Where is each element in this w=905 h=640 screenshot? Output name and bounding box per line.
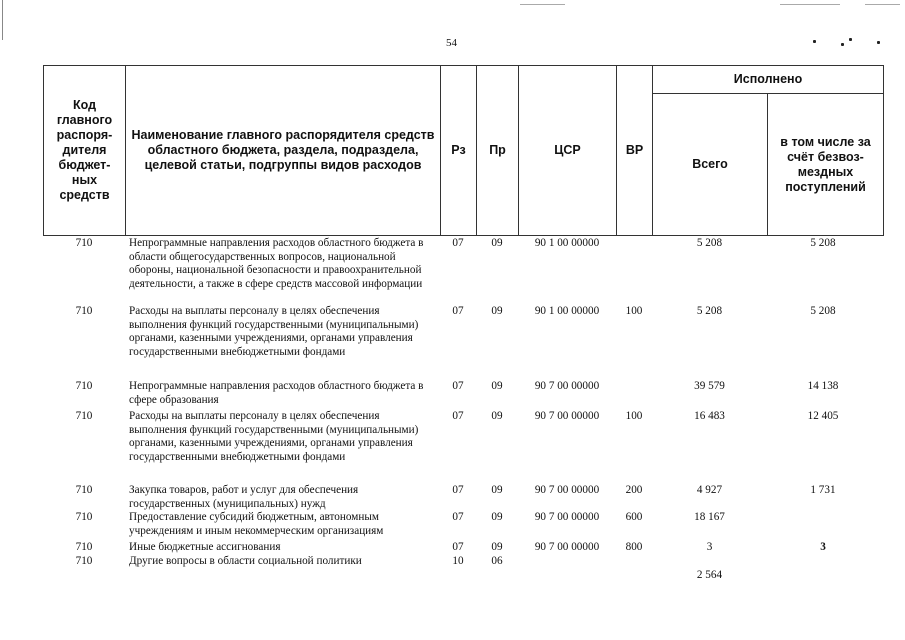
cell-free: 5 208 xyxy=(810,237,836,249)
table-body xyxy=(43,237,883,583)
cell-code: 710 xyxy=(75,555,93,567)
cell-total: 3 xyxy=(706,541,713,553)
cell-name: Непрограммные направления расходов областного бюджета в сфере образования xyxy=(129,380,424,406)
cell-rz: 07 xyxy=(452,484,464,496)
scan-artifact xyxy=(520,4,565,5)
cell-free: 5 208 xyxy=(810,305,836,317)
header-free: в том числе за счёт безвоз-мездных поступлений xyxy=(768,94,884,236)
cell-csr: 90 1 00 00000 xyxy=(534,305,600,317)
cell-pr: 09 xyxy=(491,305,503,317)
cell-free: 3 xyxy=(820,541,826,553)
cell-total: 16 483 xyxy=(694,410,725,422)
cell-vr: 800 xyxy=(625,541,643,553)
cell-total: 5 208 xyxy=(696,237,723,249)
cell-free xyxy=(767,555,879,583)
cell-pr: 09 xyxy=(491,541,503,553)
cell-csr: 90 7 00 00000 xyxy=(534,541,600,553)
header-csr: ЦСР xyxy=(519,66,617,236)
table-row xyxy=(43,511,883,541)
header-vr: ВР xyxy=(617,66,653,236)
cell-pr: 09 xyxy=(491,410,503,422)
table-row xyxy=(43,380,883,410)
cell-total: 5 208 xyxy=(696,305,723,317)
cell-code: 710 xyxy=(75,410,93,422)
cell-vr: 100 xyxy=(625,410,643,422)
cell-rz: 07 xyxy=(452,410,464,422)
scan-artifact xyxy=(780,4,840,5)
cell-name: Другие вопросы в области социальной политики xyxy=(129,555,362,567)
cell-free: 1 731 xyxy=(810,484,836,496)
cell-pr: 09 xyxy=(491,484,503,496)
header-pr: Пр xyxy=(477,66,519,236)
cell-rz: 07 xyxy=(452,305,464,317)
header-executed: Исполнено xyxy=(653,66,884,94)
scan-artifact xyxy=(865,4,900,5)
cell-code: 710 xyxy=(75,484,93,496)
cell-name: Расходы на выплаты персоналу в целях обеспечения выполнения функций государственными (муниципальными) органами, казенными учреждениями, органами управления государственными внебюджетными фондами xyxy=(129,410,419,463)
cell-vr xyxy=(616,237,652,305)
header-rz: Рз xyxy=(441,66,477,236)
cell-pr: 06 xyxy=(491,555,503,567)
cell-code: 710 xyxy=(75,541,93,553)
cell-total: 2 564 xyxy=(696,569,723,581)
cell-csr: 90 7 00 00000 xyxy=(534,410,600,422)
cell-code: 710 xyxy=(75,305,93,317)
cell-csr: 90 1 00 00000 xyxy=(534,237,600,249)
cell-rz: 10 xyxy=(452,555,464,567)
cell-csr: 90 7 00 00000 xyxy=(534,484,600,496)
cell-rz: 07 xyxy=(452,380,464,392)
cell-name: Непрограммные направления расходов областного бюджета в области общегосударственных вопросов, национальной обороны, национальной безопасности и правоохранительной деятельности, а также в сфере средств массовой информации xyxy=(129,237,424,290)
cell-pr: 09 xyxy=(491,237,503,249)
cell-free: 12 405 xyxy=(807,410,839,422)
cell-name: Закупка товаров, работ и услуг для обеспечения государственных (муниципальных) нужд xyxy=(129,484,359,510)
cell-total: 39 579 xyxy=(694,380,725,392)
cell-free: 14 138 xyxy=(807,380,839,392)
cell-total: 18 167 xyxy=(694,511,725,523)
cell-vr: 100 xyxy=(625,305,643,317)
cell-csr: 90 7 00 00000 xyxy=(534,380,600,392)
cell-code: 710 xyxy=(75,237,93,249)
header-name: Наименование главного распорядителя средств областного бюджета, раздела, подраздела, целевой статьи, подгруппы видов расходов xyxy=(126,66,441,236)
header-total: Всего xyxy=(653,94,768,236)
cell-csr: 90 7 00 00000 xyxy=(534,511,600,523)
table-row xyxy=(43,305,883,380)
cell-pr: 09 xyxy=(491,380,503,392)
cell-vr: 200 xyxy=(625,484,643,496)
cell-vr xyxy=(616,555,652,583)
table-header xyxy=(43,65,884,236)
scan-dots xyxy=(813,38,883,48)
table-row xyxy=(43,541,883,555)
table-row xyxy=(43,555,883,583)
cell-total: 4 927 xyxy=(696,484,723,496)
page-number: 54 xyxy=(446,37,457,49)
table-row xyxy=(43,237,883,305)
cell-name: Иные бюджетные ассигнования xyxy=(129,541,281,553)
table-row xyxy=(43,410,883,484)
cell-vr: 600 xyxy=(625,511,643,523)
cell-pr: 09 xyxy=(491,511,503,523)
header-code: Код главного распоря-дителя бюджет-ных средств xyxy=(44,66,126,236)
cell-name: Расходы на выплаты персоналу в целях обеспечения выполнения функций государственными (муниципальными) органами, казенными учреждениями, органами управления государственными внебюджетными фондами xyxy=(129,305,419,358)
cell-vr xyxy=(616,380,652,410)
margin-rule xyxy=(2,0,3,40)
table-row xyxy=(43,484,883,511)
cell-rz: 07 xyxy=(452,511,464,523)
cell-csr xyxy=(518,555,616,583)
cell-free xyxy=(767,511,879,541)
cell-code: 710 xyxy=(75,511,93,523)
cell-rz: 07 xyxy=(452,541,464,553)
cell-code: 710 xyxy=(75,380,93,392)
cell-name: Предоставление субсидий бюджетным, автономным учреждениям и иным некоммерческим организациям xyxy=(129,511,384,537)
cell-rz: 07 xyxy=(452,237,464,249)
